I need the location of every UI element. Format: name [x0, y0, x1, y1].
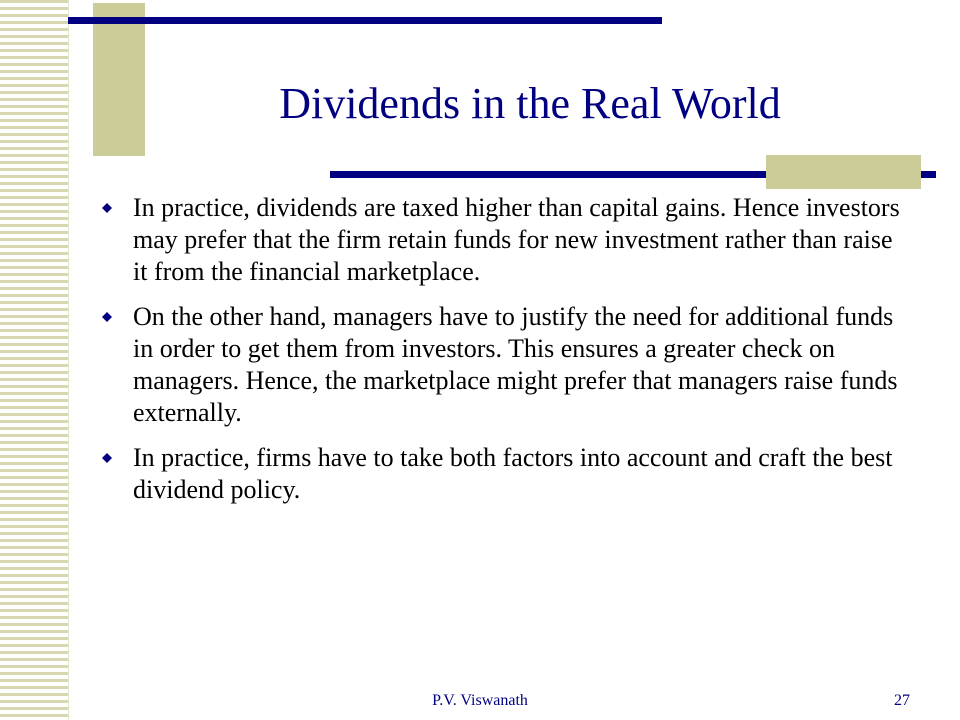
decorative-rule-top: [68, 17, 662, 24]
footer-author: P.V. Viswanath: [432, 692, 528, 709]
bullet-item: [100, 301, 910, 429]
diamond-bullet-icon: [102, 203, 112, 213]
bullet-text: On the other hand, managers have to justify the need for additional funds in order to get them from investors. This ensures a greater check on managers. Hence, the marketplace might prefer that managers raise funds externally.: [133, 302, 898, 427]
decorative-block-top: [93, 3, 145, 156]
diamond-bullet-icon: [102, 453, 112, 463]
bullet-list: [100, 192, 910, 519]
diamond-bullet-icon: [102, 312, 112, 322]
slide-title: Dividends in the Real World: [279, 79, 781, 128]
decorative-stripes: [0, 0, 69, 720]
bullet-item: [100, 192, 910, 288]
bullet-item: [100, 442, 910, 506]
bullet-text: In practice, firms have to take both factors into account and craft the best dividend policy.: [133, 443, 893, 504]
page-number: 27: [894, 692, 910, 709]
decorative-block-right: [766, 155, 921, 189]
bullet-text: In practice, dividends are taxed higher than capital gains. Hence investors may prefer that the firm retain funds for new investment rather than raise it from the financial marketplace.: [133, 193, 900, 286]
